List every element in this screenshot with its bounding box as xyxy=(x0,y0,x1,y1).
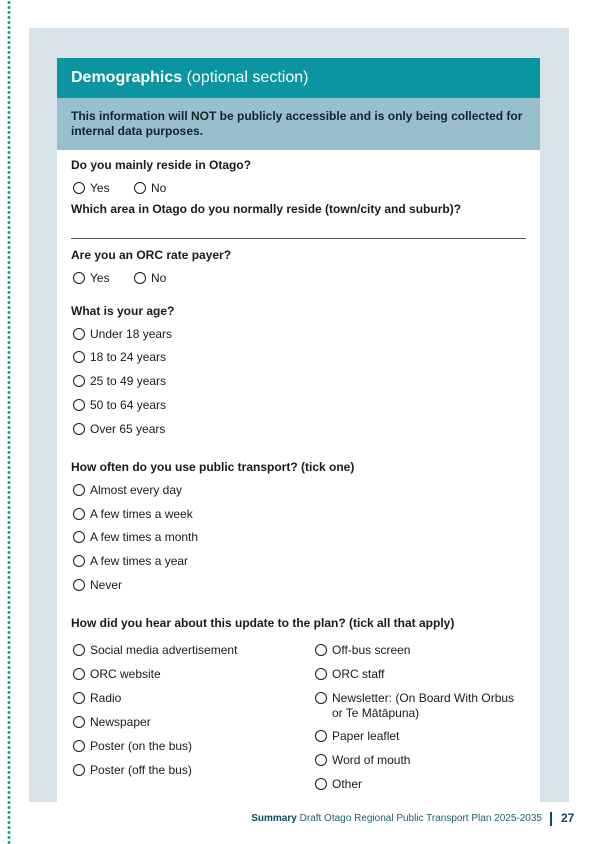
footer-title: Draft Otago Regional Public Transport Plan xyxy=(299,813,492,824)
option-label: A few times a year xyxy=(90,554,189,568)
radio-circle-icon[interactable] xyxy=(73,182,85,194)
question-reside: Do you mainly reside in Otago? xyxy=(71,158,252,172)
radio-circle-icon[interactable] xyxy=(73,399,85,411)
option-label: Over 65 years xyxy=(90,422,166,436)
section-title-rest: (optional section) xyxy=(186,69,309,86)
radio-circle-icon[interactable] xyxy=(73,531,85,543)
checkbox-circle-icon[interactable] xyxy=(315,692,327,704)
radio-circle-icon[interactable] xyxy=(73,484,85,496)
option-label: 18 to 24 years xyxy=(90,350,167,364)
section-title-bold: Demographics xyxy=(71,69,183,86)
option-label: Never xyxy=(90,578,123,592)
checkbox-circle-icon[interactable] xyxy=(315,778,327,790)
dotted-margin-line xyxy=(7,0,11,844)
radio-circle-icon[interactable] xyxy=(134,182,146,194)
option-label: Poster (on the bus) xyxy=(90,739,193,753)
radio-circle-icon[interactable] xyxy=(73,351,85,363)
radio-circle-icon[interactable] xyxy=(134,272,146,284)
question-ratepayer: Are you an ORC rate payer? xyxy=(71,248,232,262)
option-label: Social media advertisement xyxy=(90,643,238,657)
footer-years: 2025-2035 xyxy=(494,813,542,824)
option-label: A few times a week xyxy=(90,507,193,521)
question-age: What is your age? xyxy=(71,304,175,318)
area-answer-line[interactable] xyxy=(71,238,526,239)
radio-circle-icon[interactable] xyxy=(73,328,85,340)
option-label: Newspaper xyxy=(90,715,151,729)
checkbox-circle-icon[interactable] xyxy=(315,644,327,656)
option-label: Yes xyxy=(90,181,110,195)
checkbox-circle-icon[interactable] xyxy=(315,730,327,742)
checkbox-circle-icon[interactable] xyxy=(73,644,85,656)
privacy-notice-text: This information will NOT be publicly accessible and is only being collected for internal data purposes. xyxy=(71,109,523,138)
section-title xyxy=(71,69,308,87)
option-label: Almost every day xyxy=(90,483,183,497)
option-label: Off-bus screen xyxy=(332,643,411,657)
option-label: ORC website xyxy=(90,667,161,681)
option-label: Poster (off the bus) xyxy=(90,763,192,777)
option-label: Under 18 years xyxy=(90,327,173,341)
option-label: A few times a month xyxy=(90,530,199,544)
question-transport: How often do you use public transport? (tick one) xyxy=(71,460,355,474)
radio-circle-icon[interactable] xyxy=(73,579,85,591)
footer-separator xyxy=(550,812,552,826)
option-label: Yes xyxy=(90,271,110,285)
radio-circle-icon[interactable] xyxy=(73,423,85,435)
section-header xyxy=(57,58,540,98)
option-label: 50 to 64 years xyxy=(90,398,167,412)
option-label: Other xyxy=(332,777,363,791)
question-hear: How did you hear about this update to the plan? (tick all that apply) xyxy=(71,616,455,630)
checkbox-circle-icon[interactable] xyxy=(315,668,327,680)
checkbox-circle-icon[interactable] xyxy=(73,740,85,752)
option-label: Word of mouth xyxy=(332,753,411,767)
checkbox-circle-icon[interactable] xyxy=(73,764,85,776)
option-label: No xyxy=(151,181,167,195)
demographics-form xyxy=(57,58,540,802)
footer-text xyxy=(251,813,542,824)
option-label: No xyxy=(151,271,167,285)
option-label: Paper leaflet xyxy=(332,729,400,743)
checkbox-circle-icon[interactable] xyxy=(73,716,85,728)
footer-bold: Summary xyxy=(251,813,297,824)
radio-circle-icon[interactable] xyxy=(73,272,85,284)
checkbox-circle-icon[interactable] xyxy=(73,692,85,704)
privacy-notice xyxy=(57,98,540,150)
checkbox-circle-icon[interactable] xyxy=(315,754,327,766)
option-label: Newsletter: (On Board With Orbus or Te Mātāpuna) xyxy=(332,691,515,720)
radio-circle-icon[interactable] xyxy=(73,555,85,567)
checkbox-circle-icon[interactable] xyxy=(73,668,85,680)
page-number: 27 xyxy=(561,811,575,825)
option-label: 25 to 49 years xyxy=(90,374,167,388)
option-label: Radio xyxy=(90,691,122,705)
option-label: ORC staff xyxy=(332,667,385,681)
radio-circle-icon[interactable] xyxy=(73,375,85,387)
radio-circle-icon[interactable] xyxy=(73,508,85,520)
question-area: Which area in Otago do you normally reside (town/city and suburb)? xyxy=(71,202,462,216)
